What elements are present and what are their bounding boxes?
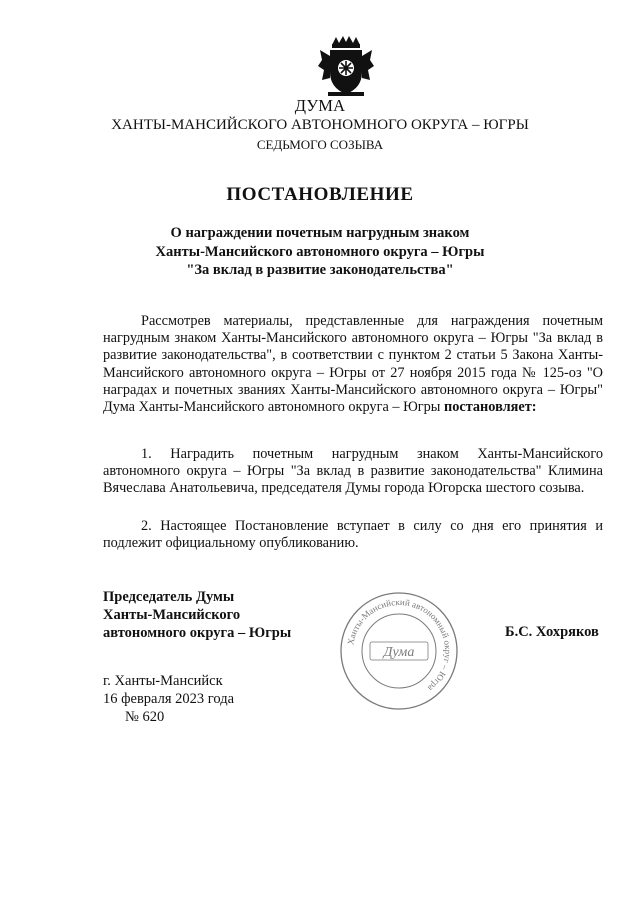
- signatory-title: [103, 588, 291, 642]
- signatory-name: Б.С. Хохряков: [505, 624, 599, 640]
- preamble-text: Рассмотрев материалы, представленные для награждения почетным нагрудным знаком Ханты-Мансийского автономного округа – Югры "За вклад в развитие законодательства", в соответствии с пунктом 2 статьи 5 Закона Ханты-Мансийского автономного округа – Югры от 27 ноября 2015 года № 125-оз "О наградах и почетных званиях Ханты-Мансийского автономного округа – Югры" Дума Ханты-Мансийского автономного округа – Югры: [103, 313, 603, 416]
- document-number: № 620: [125, 709, 165, 725]
- preamble-paragraph: [103, 313, 603, 416]
- signatory-title-line-1: Председатель Думы: [103, 589, 235, 605]
- resolution-item-2: 2. Настоящее Постановление вступает в силу со дня его принятия и подлежит официальному опубликованию.: [103, 518, 603, 552]
- convocation-title: СЕДЬМОГО СОЗЫВА: [256, 137, 384, 152]
- subject-line-1: О награждении почетным нагрудным знаком: [170, 225, 470, 241]
- stamp-center-text: Дума: [383, 645, 415, 660]
- stamp-ring-text: Ханты-Мансийский автономный округ – Югра: [345, 596, 454, 694]
- signatory-title-line-2: Ханты-Мансийского: [103, 607, 241, 623]
- resolves-keyword: постановляет:: [443, 399, 537, 416]
- region-title: ХАНТЫ-МАНСИЙСКОГО АВТОНОМНОГО ОКРУГА – ЮГРЫ: [111, 117, 529, 133]
- signatory-title-line-3: автономного округа – Югры: [103, 625, 292, 641]
- official-stamp: [338, 590, 460, 712]
- organization-title: ДУМА: [294, 96, 346, 115]
- subject-line-2: Ханты-Мансийского автономного округа – Югры: [155, 244, 485, 260]
- place-date-block: [103, 672, 234, 726]
- document-type-heading: ПОСТАНОВЛЕНИЕ: [226, 184, 414, 205]
- resolution-item-1: 1. Наградить почетным нагрудным знаком Ханты-Мансийского автономного округа – Югры "За вклад в развитие законодательства" Климина Вячеслава Анатольевича, председателя Думы города Югорска шестого созыва.: [103, 446, 603, 497]
- place-city: г. Ханты-Мансийск: [103, 673, 223, 689]
- subject-line-3: "За вклад в развитие законодательства": [186, 262, 454, 278]
- coat-of-arms-emblem: [318, 36, 374, 100]
- document-date: 16 февраля 2023 года: [103, 691, 235, 707]
